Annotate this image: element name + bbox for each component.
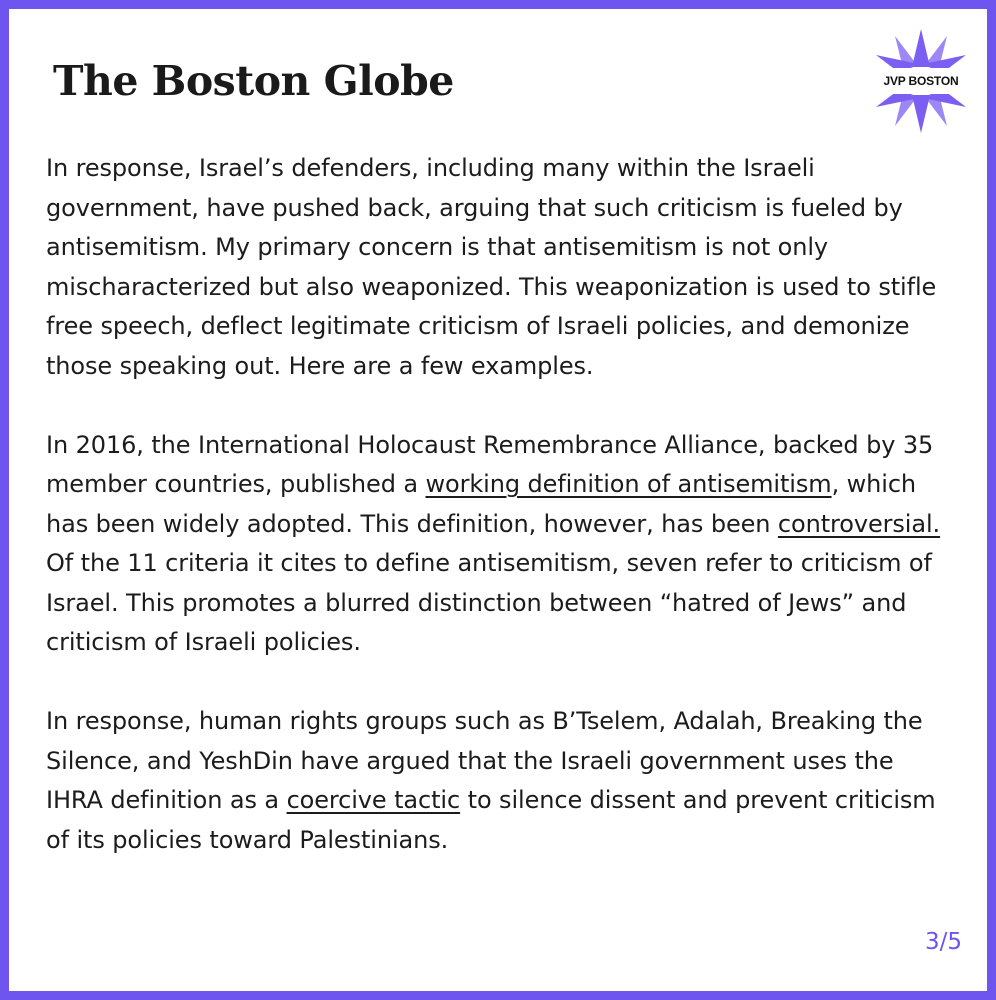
working-definition-link[interactable]: working definition of antisemitism xyxy=(425,470,832,498)
paragraph-1: In response, Israel’s defenders, including many within the Israeli government, have pushed back, arguing that such criticism is fueled by antisemitism. My primary concern is that antisemitism is not only mischaracterized but also weaponized. This weaponization is used to stifle free speech, deflect legitimate criticism of Israeli policies, and demonize those speaking out. Here are a few examples. xyxy=(46,154,937,380)
paragraph-3-text-1: In response, human rights groups such as B’Tselem, Adalah, Breaking the Silence, and YeshDin have argued that the Israeli government uses the IHRA definition as a xyxy=(46,707,923,814)
article-body xyxy=(46,149,946,900)
coercive-tactic-link[interactable]: coercive tactic xyxy=(286,786,461,814)
page-counter: 3/5 xyxy=(924,929,962,955)
paragraph-2-text-1: In 2016, the International Holocaust Remembrance Alliance, backed by 35 member countries, published a xyxy=(46,430,934,498)
paragraph-2-text-3: Of the 11 criteria it cites to define antisemitism, seven refer to criticism of Israel. This promotes a blurred distinction between “hatred of Jews” and criticism of Israeli policies. xyxy=(46,549,932,656)
controversial-link[interactable]: controversial. xyxy=(777,509,941,538)
jvp-boston-logo xyxy=(867,27,975,135)
paragraph-3 xyxy=(46,702,946,860)
logo-text: JVP BOSTON xyxy=(883,74,959,88)
post-card xyxy=(9,9,987,991)
newspaper-masthead: The Boston Globe xyxy=(53,57,454,105)
paragraph-2-text-2: , which has been widely adopted. This definition, however, has been xyxy=(46,470,917,538)
paragraph-3-text-2: to silence dissent and prevent criticism of its policies toward Palestinians. xyxy=(46,786,936,854)
paragraph-2 xyxy=(46,426,946,663)
